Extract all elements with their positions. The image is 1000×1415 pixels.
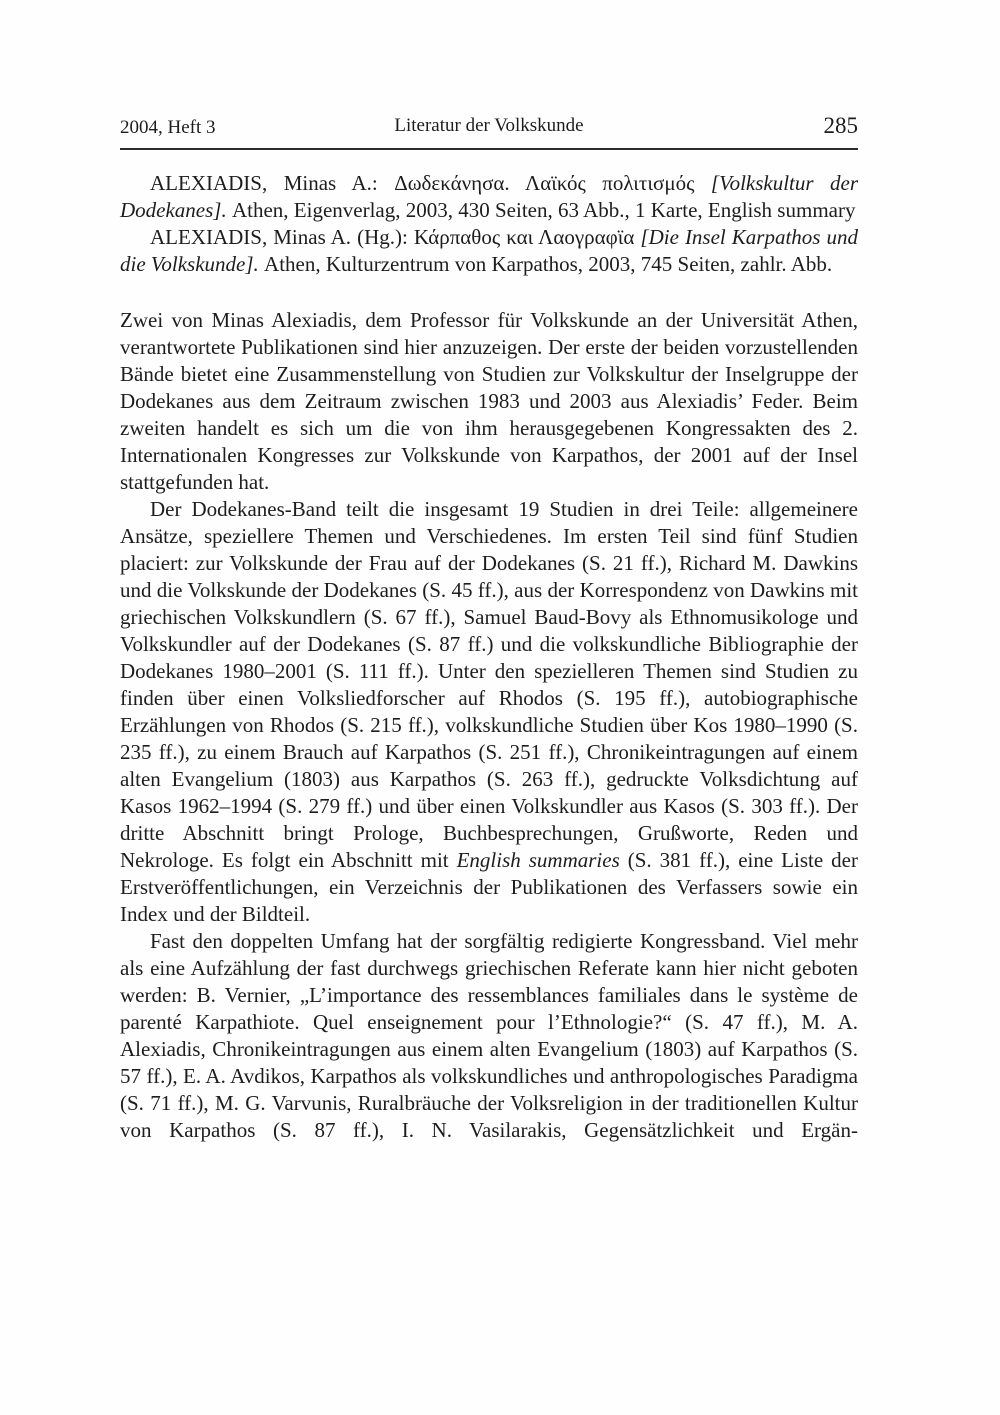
- citation-1-segment-2-italic: [Volkskultur der Dodekanes].: [120, 171, 859, 222]
- review-paragraph-1: [120, 307, 858, 496]
- text-block: [120, 170, 858, 1144]
- review-paragraph-3-text: Fast den doppelten Umfang hat der sorgfältig redigierte Kongressband. Viel mehr als eine Aufzählung der fast durchwegs griechischen Referate kann hier nicht geboten werden: B. Vernier, „L’importance des ressemblances familiales dans le système de parenté Karpathiote. Quel enseignement pour l’Ethnologie?“ (S. 47 ff.), M. A. Alexiadis, Chronikeintragungen aus einem alten Evangelium (1803) auf Karpathos (S. 57 ff.), E. A. Avdikos, Karpathos als volkskundliches und anthropologisches Paradigma (S. 71 ff.), M. G. Varvunis, Ruralbräuche der Volksreligion in der traditionellen Kultur von Karpathos (S. 87 ff.), I. N. Vasilarakis, Gegensätzlichkeit und Ergän-: [120, 929, 858, 1142]
- citation-2-segment-3: Athen, Kulturzentrum von Karpathos, 2003, 745 Seiten, zahlr. Abb.: [258, 252, 833, 276]
- citation-entry-2: [120, 224, 858, 278]
- citation-2-segment-1: ALEXIADIS, Minas A. (Hg.): Κάρπαθος και Λαογραφϊα: [150, 225, 641, 249]
- review-paragraph-1-text: Zwei von Minas Alexiadis, dem Professor für Volkskunde an der Universität Athen, verantwortete Publikationen sind hier anzuzeigen. Der erste der beiden vorzustellenden Bände bietet eine Zusammenstellung von Studien zur Volkskultur der Inselgruppe der Dodekanes aus dem Zeitraum zwischen 1983 und 2003 aus Alexiadis’ Feder. Beim zweiten handelt es sich um die von ihm herausgegebenen Kongressakten des 2. Internationalen Kongresses zur Volkskunde von Karpathos, der 2001 auf der Insel stattgefunden hat.: [120, 308, 858, 494]
- citation-entry-1: [120, 170, 858, 224]
- citation-1-segment-3: Athen, Eigenverlag, 2003, 430 Seiten, 63 Abb., 1 Karte, English summary: [226, 198, 856, 222]
- page-number: 285: [823, 113, 858, 138]
- citation-1-segment-1: ALEXIADIS, Minas A.: Δωδεκάνησα. Λαϊκός πολιτισμός: [150, 171, 711, 195]
- citation-2-segment-2-italic: [Die Insel Karpathos und die Volkskunde].: [120, 225, 859, 276]
- review-paragraph-2-segment-2-italic: English summaries: [456, 848, 620, 872]
- journal-title: Literatur der Volkskunde: [394, 115, 584, 136]
- review-paragraph-2: [120, 496, 858, 928]
- header-rule: [120, 148, 858, 150]
- review-paragraph-3: [120, 928, 858, 1144]
- running-head: [120, 114, 858, 140]
- review-paragraph-2-segment-1: Der Dodekanes-Band teilt die insgesamt 19 Studien in drei Teile: allgemeinere Ansätze, speziellere Themen und Verschiedenes. Im ersten Teil sind fünf Studien placiert: zur Volkskunde der Frau auf der Dodekanes (S. 21 ff.), Richard M. Dawkins und die Volkskunde der Dodekanes (S. 45 ff.), aus der Korrespondenz von Dawkins mit griechischen Volkskundlern (S. 67 ff.), Samuel Baud-Bovy als Ethnomusikologe und Volkskundler auf der Dodekanes (S. 87 ff.) und die volkskundliche Bibliographie der Dodekanes 1980–2001 (S. 111 ff.). Unter den spezielleren Themen sind Studien zu finden über einen Volksliedforscher auf Rhodos (S. 195 ff.), autobiographische Erzählungen von Rhodos (S. 215 ff.), volkskundliche Studien über Kos 1980–1990 (S. 235 ff.), zu einem Brauch auf Karpathos (S. 251 ff.), Chronikeintragungen auf einem alten Evangelium (1803) aus Karpathos (S. 263 ff.), gedruckte Volksdichtung auf Kasos 1962–1994 (S. 279 ff.) und über einen Volkskundler aus Kasos (S. 303 ff.). Der dritte Abschnitt bringt Prologe, Buchbesprechungen, Grußworte, Reden und Nekrologe. Es folgt ein Abschnitt mit: [120, 497, 858, 872]
- review-paragraph-2-segment-3: (S. 381 ff.), eine Liste der Erstveröffentlichungen, ein Verzeichnis der Publikationen des Verfassers sowie ein Index und der Bildteil.: [120, 848, 858, 926]
- issue-label: 2004, Heft 3: [120, 117, 216, 138]
- page-content: [120, 0, 858, 1144]
